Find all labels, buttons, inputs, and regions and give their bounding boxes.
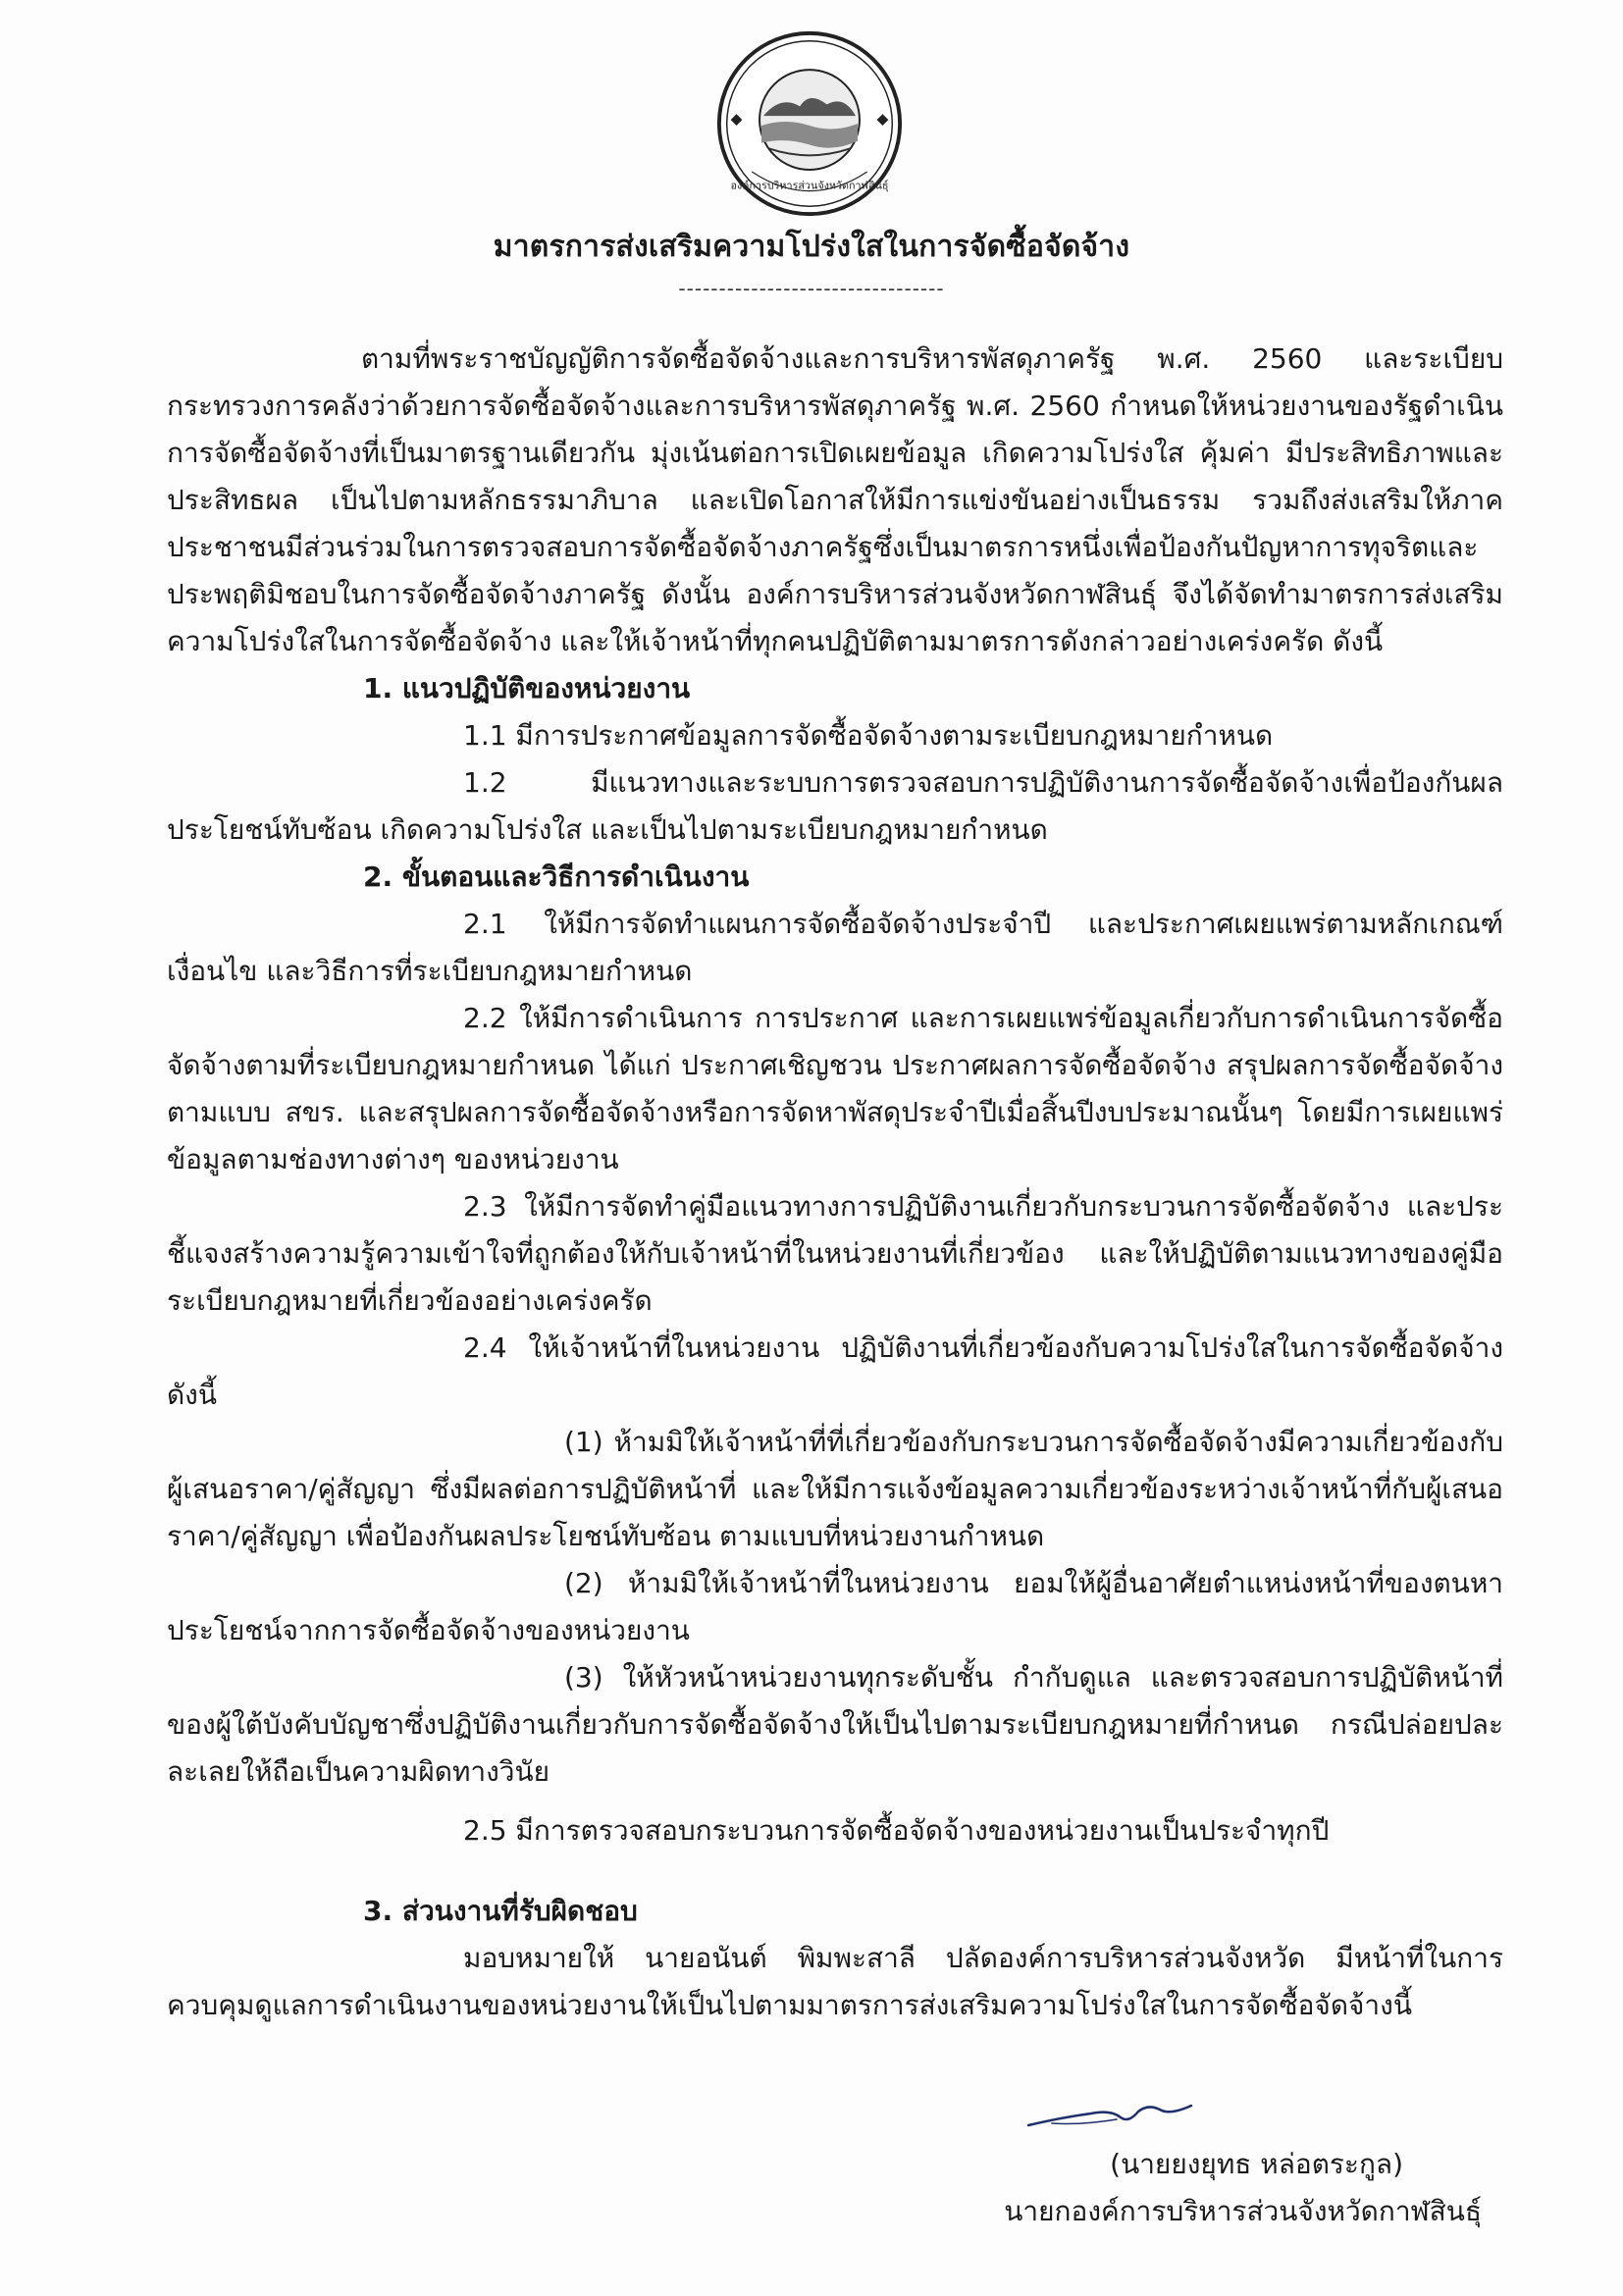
item-2-3: 2.3 ให้มีการจัดทำคู่มือแนวทางการปฏิบัติงานเกี่ยวกับกระบวนการจัดซื้อจัดจ้าง และประชี้แจงสร้างความรู้ความเข้าใจที่ถูกต้องให้กับเจ้าหน้าที่ในหน่วยงานที่เกี่ยวข้อง และให้ปฏิบัติตามแนวทางของคู่มือระเบียบกฎหมายที่เกี่ยวข้องอย่างเคร่งครัด bbox=[167, 1190, 1503, 1317]
item-1-2: 1.2 มีแนวทางและระบบการตรวจสอบการปฏิบัติงานการจัดซื้อจัดจ้างเพื่อป้องกันผลประโยชน์ทับซ้อน เกิดความโปร่งใส และเป็นไปตามระเบียบกฎหมายกำหนด bbox=[167, 766, 1503, 846]
svg-text:องค์การบริหารส่วนจังหวัดกาฬสิน: องค์การบริหารส่วนจังหวัดกาฬสินธุ์ bbox=[730, 179, 889, 192]
item-2-1: 2.1 ให้มีการจัดทำแผนการจัดซื้อจัดจ้างประจำปี และประกาศเผยแพร่ตามหลักเกณฑ์เงื่อนไข และวิธีการที่ระเบียบกฎหมายกำหนด bbox=[167, 908, 1503, 987]
section-2-heading: 2. ขั้นตอนและวิธีการดำเนินงาน bbox=[363, 861, 750, 893]
signatory-position: นายกองค์การบริหารส่วนจังหวัดกาฬสินธุ์ bbox=[1004, 2195, 1482, 2227]
provincial-seal-logo bbox=[713, 27, 906, 220]
item-2-4: 2.4 ให้เจ้าหน้าที่ในหน่วยงาน ปฏิบัติงานที่เกี่ยวข้องกับความโปร่งใสในการจัดซื้อจัดจ้าง ดังนี้ bbox=[167, 1331, 1503, 1411]
item-1-1: 1.1 มีการประกาศข้อมูลการจัดซื้อจัดจ้างตามระเบียบกฎหมายกำหนด bbox=[463, 719, 1274, 752]
item-2-2: 2.2 ให้มีการดำเนินการ การประกาศ และการเผยแพร่ข้อมูลเกี่ยวกับการดำเนินการจัดซื้อจัดจ้างตามที่ระเบียบกฎหมายกำหนด ได้แก่ ประกาศเชิญชวน ประกาศผลการจัดซื้อจัดจ้าง สรุปผลการจัดซื้อจัดจ้างตามแบบ สขร. และสรุปผลการจัดซื้อจัดจ้างหรือการจัดหาพัสดุประจำปีเมื่อสิ้นปีงบประมาณนั้นๆ โดยมีการเผยแพร่ข้อมูลตามช่องทางต่างๆ ของหน่วยงาน bbox=[167, 1002, 1503, 1175]
handwritten-signature bbox=[1022, 2096, 1199, 2135]
item-2-5: 2.5 มีการตรวจสอบกระบวนการจัดซื้อจัดจ้างของหน่วยงานเป็นประจำทุกปี bbox=[463, 1814, 1330, 1847]
item-2-4-1: (1) ห้ามมิให้เจ้าหน้าที่ที่เกี่ยวข้องกับกระบวนการจัดซื้อจัดจ้างมีความเกี่ยวข้องกับผู้เสนอราคา/คู่สัญญา ซึ่งมีผลต่อการปฏิบัติหน้าที่ และให้มีการแจ้งข้อมูลความเกี่ยวข้องระหว่างเจ้าหน้าที่กับผู้เสนอราคา/คู่สัญญา เพื่อป้องกันผลประโยชน์ทับซ้อน ตามแบบที่หน่วยงานกำหนด bbox=[167, 1426, 1503, 1552]
signature-block bbox=[765, 2096, 1482, 2235]
title-separator: --------------------------------- bbox=[678, 277, 945, 300]
item-2-4-3: (3) ให้หัวหน้าหน่วยงานทุกระดับชั้น กำกับดูแล และตรวจสอบการปฏิบัติหน้าที่ของผู้ใต้บังคับบัญชาซึ่งปฏิบัติงานเกี่ยวกับการจัดซื้อจัดจ้างให้เป็นไปตามระเบียบกฎหมายที่กำหนด กรณีปล่อยปละละเลยให้ถือเป็นความผิดทางวินัย bbox=[167, 1661, 1503, 1788]
section-3-body: มอบหมายให้ นายอนันต์ พิมพะสาลี ปลัดองค์การบริหารส่วนจังหวัด มีหน้าที่ในการควบคุมดูแลการดำเนินงานของหน่วยงานให้เป็นไปตามมาตรการส่งเสริมความโปร่งใสในการจัดซื้อจัดจ้างนี้ bbox=[167, 1942, 1503, 2021]
document-title: มาตรการส่งเสริมความโปร่งใสในการจัดซื้อจัดจ้าง bbox=[493, 230, 1130, 264]
section-3-heading: 3. ส่วนงานที่รับผิดชอบ bbox=[363, 1895, 638, 1927]
intro-paragraph: ตามที่พระราชบัญญัติการจัดซื้อจัดจ้างและการบริหารพัสดุภาครัฐ พ.ศ. 2560 และระเบียบกระทรวงการคลังว่าด้วยการจัดซื้อจัดจ้างและการบริหารพัสดุภาครัฐ พ.ศ. 2560 กำหนดให้หน่วยงานของรัฐดำเนินการจัดซื้อจัดจ้างที่เป็นมาตรฐานเดียวกัน มุ่งเน้นต่อการเปิดเผยข้อมูล เกิดความโปร่งใส คุ้มค่า มีประสิทธิภาพและประสิทธผล เป็นไปตามหลักธรรมาภิบาล และเปิดโอกาสให้มีการแข่งขันอย่างเป็นธรรม รวมถึงส่งเสริมให้ภาคประชาชนมีส่วนร่วมในการตรวจสอบการจัดซื้อจัดจ้างภาครัฐซึ่งเป็นมาตรการหนึ่งเพื่อป้องกันปัญหาการทุจริตและประพฤติมิชอบในการจัดซื้อจัดจ้างภาครัฐ ดังนั้น องค์การบริหารส่วนจังหวัดกาฬสินธุ์ จึงได้จัดทำมาตรการส่งเสริมความโปร่งใสในการจัดซื้อจัดจ้าง และให้เจ้าหน้าที่ทุกคนปฏิบัติตามมาตรการดังกล่าวอย่างเคร่งครัด ดังนี้ bbox=[167, 342, 1503, 657]
section-1-heading: 1. แนวปฏิบัติของหน่วยงาน bbox=[363, 672, 691, 704]
signatory-name: (นายยงยุทธ หล่อตระกูล) bbox=[1110, 2148, 1403, 2180]
item-2-4-2: (2) ห้ามมิให้เจ้าหน้าที่ในหน่วยงาน ยอมให้ผู้อื่นอาศัยตำแหน่งหน้าที่ของตนหาประโยชน์จากการจัดซื้อจัดจ้างของหน่วยงาน bbox=[167, 1567, 1503, 1646]
document-body bbox=[167, 336, 1503, 2029]
